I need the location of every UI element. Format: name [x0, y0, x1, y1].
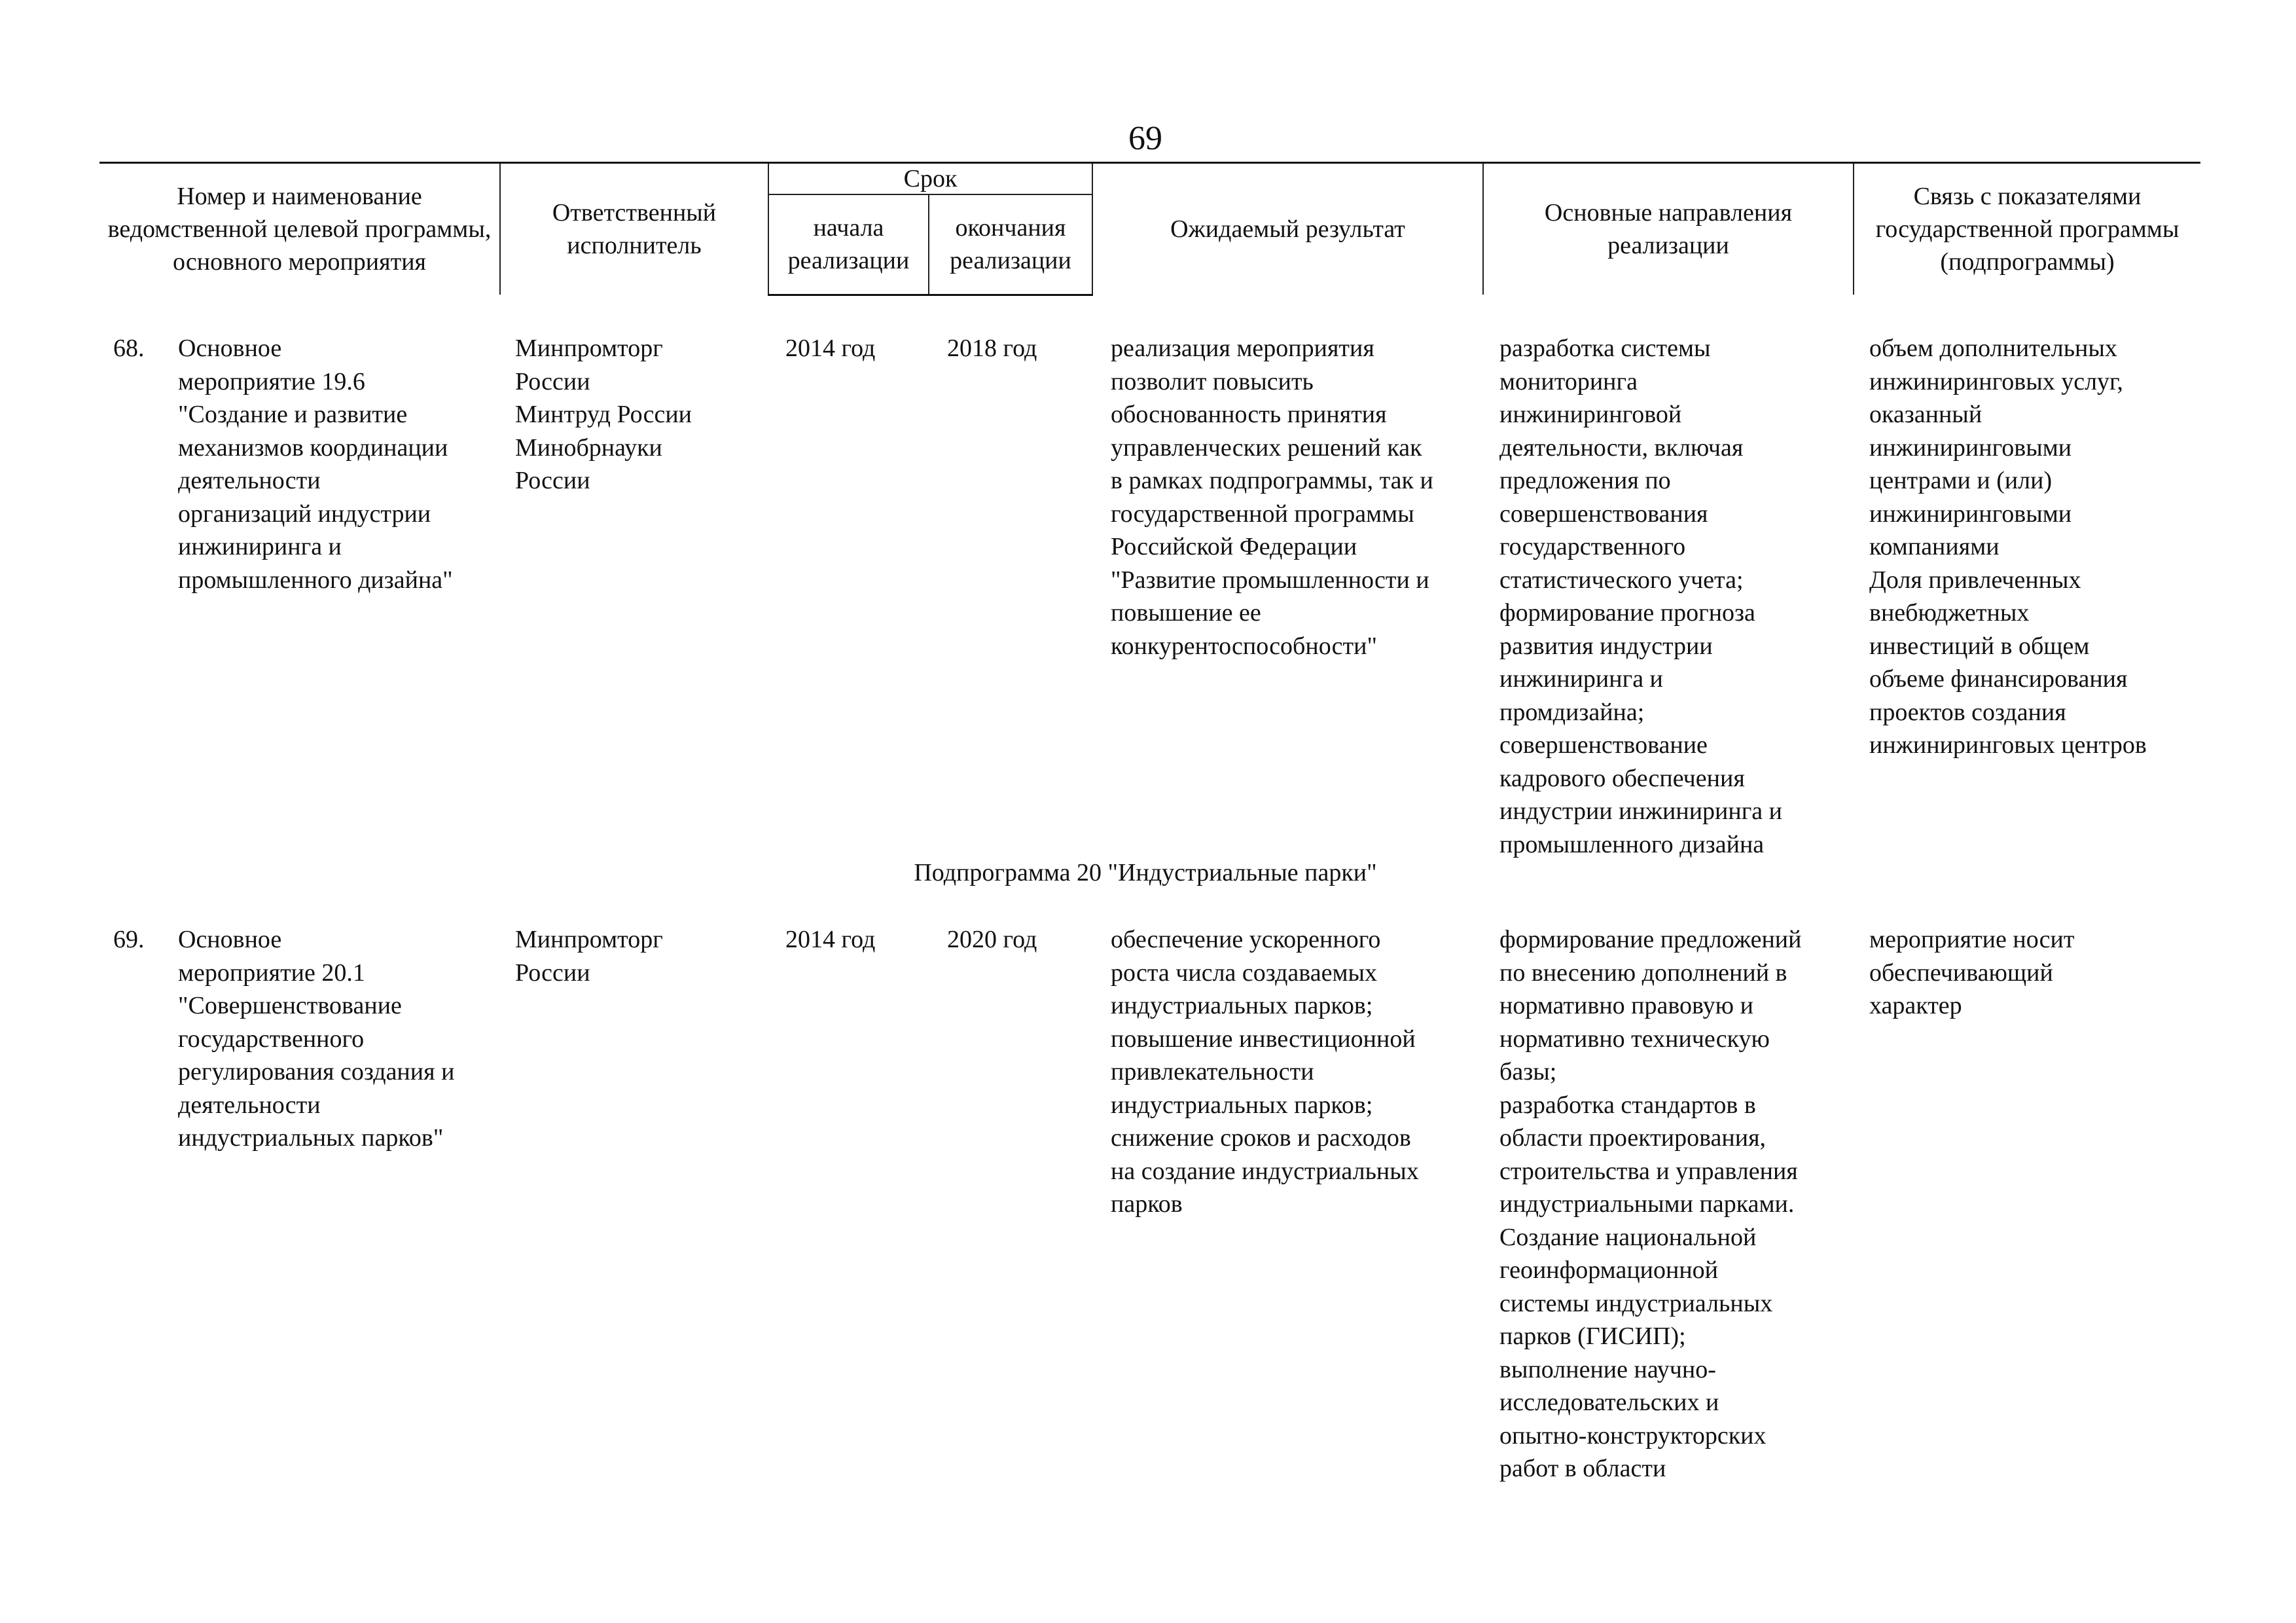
row-link: мероприятие носит обеспечивающий характер — [1869, 926, 2075, 1019]
header-responsible: Ответственный исполнитель — [500, 163, 768, 295]
row-end: 2020 год — [947, 926, 1037, 953]
row-name: Основное мероприятие 19.6 "Создание и развитие механизмов координации деятельности организаций индустрии инжиниринга и промышленного дизайна" — [178, 335, 453, 594]
row-start: 2014 год — [785, 335, 876, 362]
header-link: Связь с показателями государственной программы (подпрограммы) — [1854, 163, 2200, 295]
table-header — [99, 162, 2200, 296]
header-end: окончания реализации — [929, 194, 1092, 295]
header-start: начала реализации — [768, 194, 929, 295]
header-result: Ожидаемый результат — [1092, 163, 1483, 295]
row-directions: формирование предложений по внесению дополнений в нормативно правовую и нормативно техническую базы; разработка стандартов в области проектирования, строительства и управления индустриальными парками. Создание национальной геоинформационной системы индустриальных парков (ГИСИП); выполнение научно- исследовательских и опытно-конструкторских работ в области — [1499, 926, 1802, 1482]
row-responsible: Минпромторг России — [515, 926, 663, 987]
row-name: Основное мероприятие 20.1 "Совершенствование государственного регулирования создания и деятельности индустриальных парков" — [178, 926, 455, 1152]
row-start: 2014 год — [785, 926, 876, 953]
row-result: обеспечение ускоренного роста числа создаваемых индустриальных парков; повышение инвестиционной привлекательности индустриальных парков; снижение сроков и расходов на создание индустриальных парков — [1111, 926, 1419, 1218]
row-directions: разработка системы мониторинга инжиниринговой деятельности, включая предложения по совершенствования государственного статистического учета; формирование прогноза развития индустрии инжиниринга и промдизайна; совершенствование кадрового обеспечения индустрии инжиниринга и промышленного дизайна — [1499, 335, 1783, 858]
row-responsible: Минпромторг России Минтруд России Минобрнауки России — [515, 335, 692, 494]
header-directions: Основные направления реализации — [1483, 163, 1854, 295]
page-number: 69 — [1128, 120, 1162, 157]
header-term: Срок — [768, 163, 1092, 195]
row-result: реализация мероприятия позволит повысить обоснованность принятия управленческих решений как в рамках подпрограммы, так и государственной программы Российской Федерации "Развитие промышленности и повышение ее конкурентоспособности" — [1111, 335, 1433, 660]
subprogram-title: Подпрограмма 20 "Индустриальные парки" — [914, 859, 1377, 886]
row-end: 2018 год — [947, 335, 1037, 362]
row-number: 68. — [113, 335, 145, 362]
header-name: Номер и наименование ведомственной целевой программы, основного мероприятия — [99, 163, 500, 295]
row-number: 69. — [113, 926, 145, 953]
row-link: объем дополнительных инжиниринговых услуг, оказанный инжиниринговыми центрами и (или) инжиниринговыми компаниями Доля привлеченных внебюджетных инвестиций в общем объеме финансирования проектов создания инжиниринговых центров — [1869, 335, 2147, 759]
